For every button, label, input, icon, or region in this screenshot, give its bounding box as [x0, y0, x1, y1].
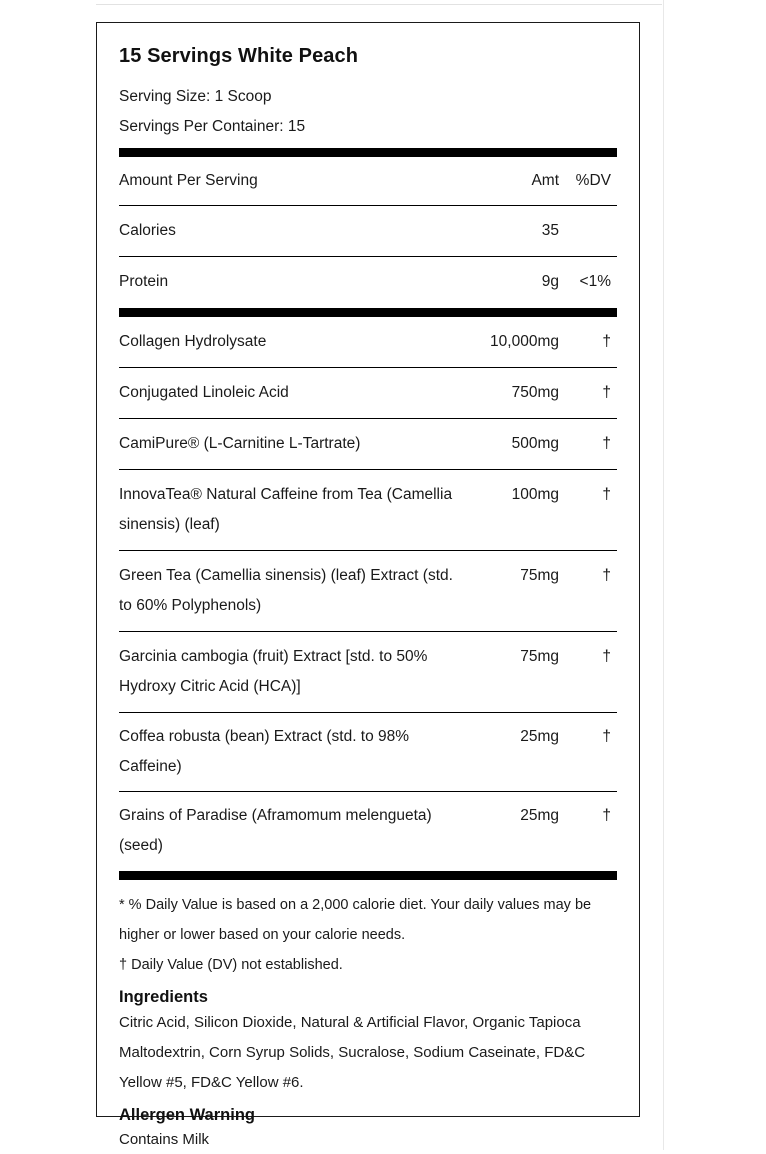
table-row	[119, 368, 617, 418]
nutrient-dv: †	[602, 648, 611, 665]
footnote-daily-value: * % Daily Value is based on a 2,000 calorie diet. Your daily values may be higher or lower based on your calorie needs.	[119, 897, 592, 943]
nutrient-dv: †	[602, 807, 611, 824]
table-header-row	[119, 157, 617, 205]
nutrient-name: Green Tea (Camellia sinensis) (leaf) Extract (std. to 60% Polyphenols)	[119, 567, 453, 614]
nutrient-dv: †	[602, 333, 611, 350]
nutrient-name: Garcinia cambogia (fruit) Extract [std. to 50% Hydroxy Citric Acid (HCA)]	[119, 648, 428, 695]
nutrient-amount: 75mg	[520, 567, 559, 584]
nutrient-name: CamiPure® (L-Carnitine L-Tartrate)	[119, 435, 361, 452]
table-row	[119, 632, 617, 712]
allergen-text: Contains Milk	[119, 1131, 210, 1148]
nutrient-amount: 500mg	[511, 435, 559, 452]
nutrient-dv: †	[602, 435, 611, 452]
table-header-amt: Amt	[531, 172, 559, 189]
footnotes	[119, 880, 617, 980]
servings-per-container-line: Servings Per Container: 15	[119, 118, 306, 135]
nutrient-amount: 9g	[541, 273, 559, 290]
table-row	[119, 713, 617, 791]
nutrient-amount: 25mg	[520, 807, 559, 824]
nutrient-dv: †	[602, 728, 611, 745]
nutrient-dv: †	[602, 384, 611, 401]
page-title: 15 Servings White Peach	[119, 45, 359, 67]
serving-size-line: Serving Size: 1 Scoop	[119, 88, 272, 105]
page-top-divider	[96, 4, 662, 5]
table-row	[119, 470, 617, 550]
allergen-heading: Allergen Warning	[119, 1106, 255, 1124]
footnote-dagger: † Daily Value (DV) not established.	[119, 957, 343, 973]
nutrient-name: InnovaTea® Natural Caffeine from Tea (Camellia sinensis) (leaf)	[119, 486, 453, 533]
table-row	[119, 419, 617, 469]
nutrient-dv: †	[602, 567, 611, 584]
page-right-divider	[663, 0, 664, 1150]
table-row	[119, 551, 617, 631]
table-bottom-bar	[119, 871, 617, 880]
nutrient-name: Calories	[119, 222, 176, 239]
ingredients-heading: Ingredients	[119, 988, 208, 1006]
nutrient-amount: 25mg	[520, 728, 559, 745]
ingredients-text: Citric Acid, Silicon Dioxide, Natural & Artificial Flavor, Organic Tapioca Maltodextrin, Corn Syrup Solids, Sucralose, Sodium Caseinate, FD&C Yellow #5, FD&C Yellow #6.	[119, 1014, 586, 1091]
nutrient-amount: 750mg	[511, 384, 559, 401]
table-header-name: Amount Per Serving	[119, 172, 258, 189]
nutrient-name: Collagen Hydrolysate	[119, 333, 267, 350]
section-separator-bar	[119, 308, 617, 317]
nutrient-name: Protein	[119, 273, 169, 290]
table-row	[119, 206, 617, 256]
nutrient-amount: 35	[541, 222, 559, 239]
nutrient-amount: 10,000mg	[490, 333, 559, 350]
nutrient-amount: 75mg	[520, 648, 559, 665]
table-row	[119, 257, 617, 307]
header-top-bar	[119, 148, 617, 157]
nutrient-dv: <1%	[579, 273, 611, 290]
table-header-dv: %DV	[575, 172, 611, 189]
nutrient-name: Coffea robusta (bean) Extract (std. to 98% Caffeine)	[119, 728, 410, 775]
table-row	[119, 792, 617, 870]
supplement-facts-panel	[96, 22, 640, 1148]
table-row	[119, 317, 617, 367]
nutrient-name: Grains of Paradise (Aframomum melengueta) (seed)	[119, 807, 432, 854]
nutrient-name: Conjugated Linoleic Acid	[119, 384, 289, 401]
nutrient-amount: 100mg	[511, 486, 559, 503]
nutrient-dv: †	[602, 486, 611, 503]
